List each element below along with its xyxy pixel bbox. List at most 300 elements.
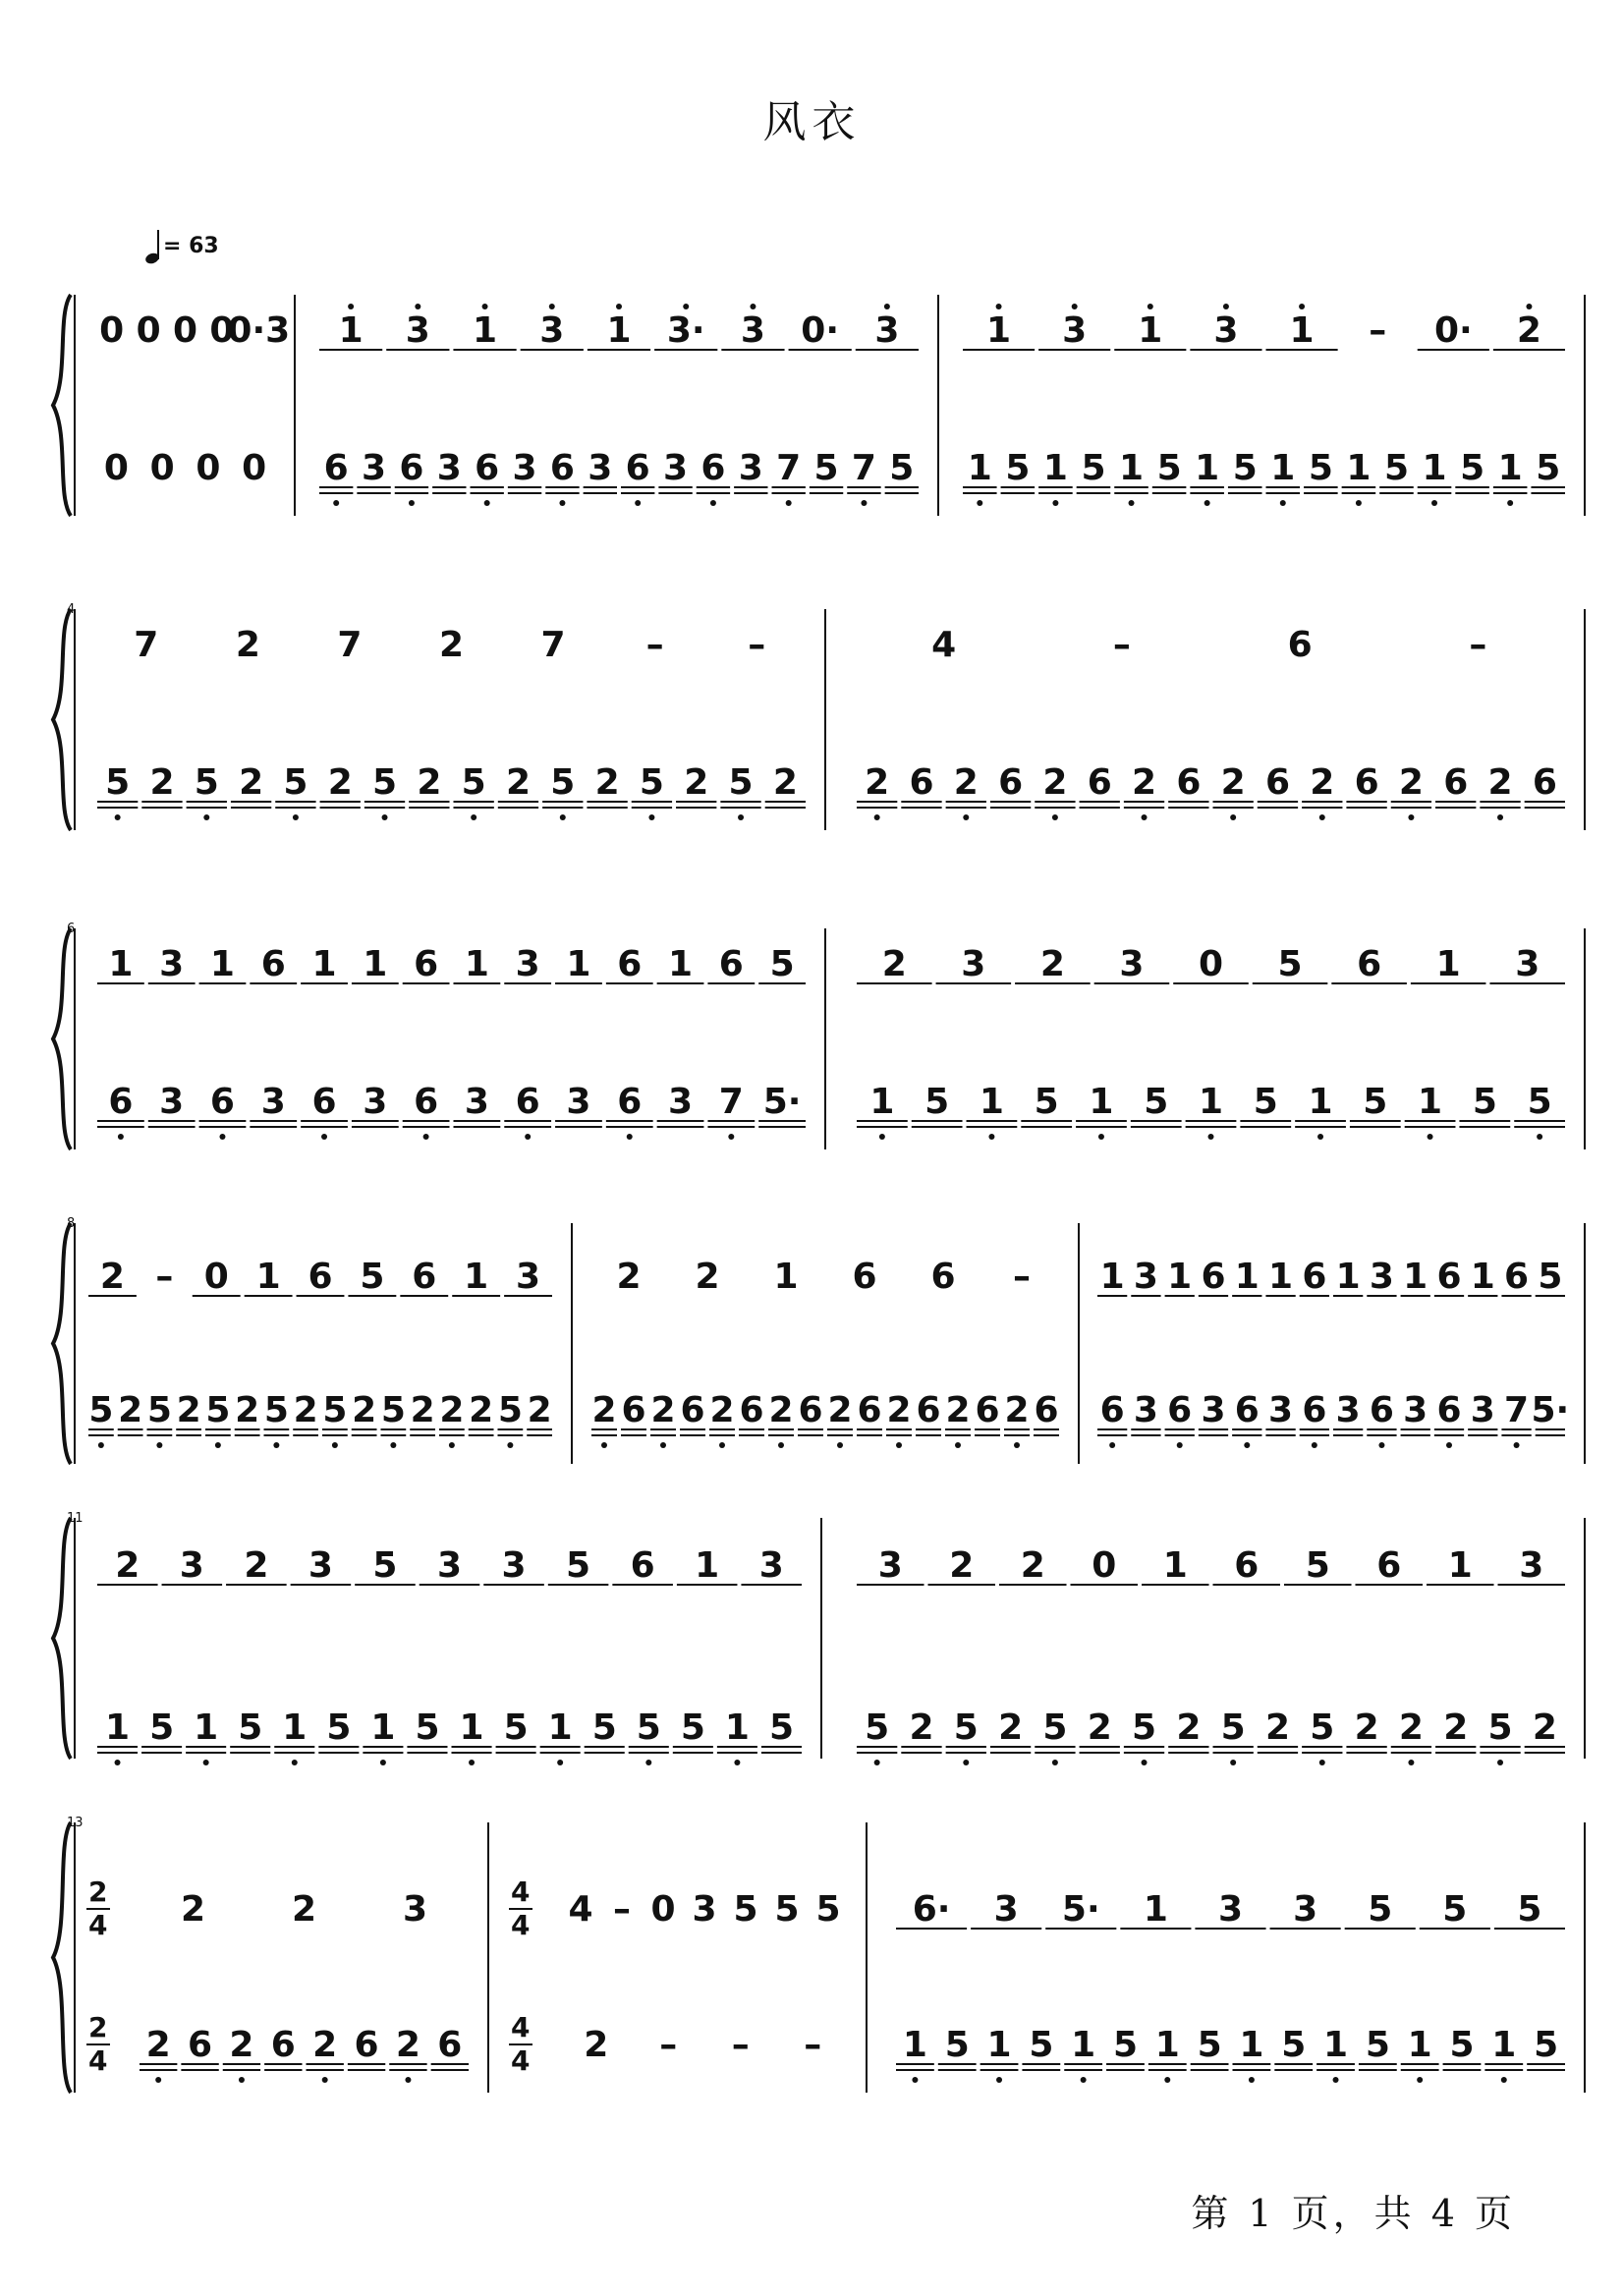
melody-note: – bbox=[1112, 625, 1131, 665]
measure bbox=[97, 944, 806, 1140]
bass-note: 5 bbox=[953, 1707, 979, 1748]
melody-note: 3 bbox=[436, 1545, 463, 1586]
bass-note: 5 bbox=[1281, 2025, 1307, 2065]
octave-dot bbox=[380, 1760, 386, 1765]
bass-note: 5 bbox=[1005, 448, 1031, 488]
melody-note: 5 bbox=[1277, 944, 1303, 984]
bass-note: 1 bbox=[1071, 2025, 1096, 2065]
octave-dot bbox=[292, 1760, 298, 1765]
octave-dot bbox=[98, 1442, 104, 1448]
octave-dot bbox=[115, 814, 121, 820]
melody-note: 6 bbox=[1357, 944, 1382, 984]
octave-dot bbox=[1204, 500, 1210, 506]
octave-dot bbox=[750, 304, 756, 309]
bass-note: 2 bbox=[327, 762, 353, 803]
octave-dot bbox=[1408, 1760, 1414, 1765]
bass-note: – bbox=[804, 2025, 822, 2065]
octave-dot bbox=[616, 304, 622, 309]
bass-note: 5· bbox=[762, 1082, 802, 1122]
bass-note: 3 bbox=[663, 448, 689, 488]
bass-note: 6 bbox=[680, 1390, 705, 1430]
bass-note: 5 bbox=[639, 762, 664, 803]
bass-note: 6 bbox=[515, 1082, 540, 1122]
measure bbox=[896, 1889, 1565, 2083]
octave-dot bbox=[203, 1760, 209, 1765]
bass-note: 5 bbox=[1383, 448, 1409, 488]
octave-dot bbox=[409, 500, 415, 506]
bass-note: 1 bbox=[1418, 1082, 1443, 1122]
bass-note: 2 bbox=[998, 1707, 1024, 1748]
octave-dot bbox=[786, 500, 792, 506]
melody-note: 2 bbox=[244, 1545, 269, 1586]
bass-note: 3 bbox=[362, 448, 387, 488]
measure bbox=[591, 1257, 1059, 1448]
melody-note: 0· bbox=[801, 310, 840, 351]
system-brace bbox=[53, 1223, 71, 1464]
bass-note: 5 bbox=[636, 1707, 661, 1748]
bass-note: 0 bbox=[103, 448, 129, 488]
bass-note: 6 bbox=[617, 1082, 643, 1122]
melody-note: 1 bbox=[1289, 310, 1315, 351]
bass-note: 6 bbox=[188, 2025, 213, 2065]
bass-note: 5 bbox=[1081, 448, 1106, 488]
melody-note: – bbox=[748, 625, 766, 665]
time-signature-denominator: 4 bbox=[511, 1909, 531, 1941]
octave-dot bbox=[996, 304, 1002, 309]
melody-note: 6 bbox=[1287, 625, 1313, 665]
bass-note: 0 bbox=[242, 448, 267, 488]
melody-note: 1 bbox=[464, 1257, 489, 1297]
measure-number: 4 bbox=[67, 602, 76, 617]
melody-note: 6 bbox=[1302, 1257, 1327, 1297]
octave-dot bbox=[1417, 2077, 1423, 2083]
melody-note: 1 bbox=[338, 310, 364, 351]
bass-note: 3 bbox=[1268, 1390, 1294, 1430]
bass-note: 1 bbox=[1491, 2025, 1517, 2065]
bass-note: 5 bbox=[768, 1707, 794, 1748]
bass-note: 6 bbox=[998, 762, 1024, 803]
octave-dot bbox=[1177, 1442, 1183, 1448]
bass-note: 0 bbox=[149, 448, 175, 488]
bass-note: 5 bbox=[1232, 448, 1258, 488]
melody-note: 3 bbox=[1133, 1257, 1158, 1297]
bass-note: 1 bbox=[370, 1707, 396, 1748]
bass-note: 6 bbox=[414, 1082, 439, 1122]
octave-dot bbox=[1319, 1760, 1325, 1765]
melody-note: 2 bbox=[291, 1889, 317, 1930]
melody-note: 3 bbox=[308, 1545, 333, 1586]
bass-note: 5 bbox=[889, 448, 915, 488]
bass-note: 2 bbox=[293, 1390, 318, 1430]
melody-note: 5 bbox=[1538, 1257, 1563, 1297]
octave-dot bbox=[155, 2077, 161, 2083]
melody-note: 0·3 bbox=[227, 310, 291, 351]
octave-dot bbox=[955, 1442, 961, 1448]
octave-dot bbox=[293, 814, 299, 820]
melody-note: 5 bbox=[774, 1889, 800, 1930]
measure bbox=[88, 1257, 552, 1448]
bass-note: 5 bbox=[503, 1707, 529, 1748]
bass-note: 5 bbox=[146, 1390, 172, 1430]
melody-note: 1 bbox=[209, 944, 235, 984]
bass-note: 5 bbox=[372, 762, 398, 803]
bass-note: 2 bbox=[909, 1707, 934, 1748]
octave-dot bbox=[683, 304, 689, 309]
bass-note: 6 bbox=[700, 448, 726, 488]
octave-dot bbox=[1446, 1442, 1452, 1448]
bass-note: 6 bbox=[1099, 1390, 1125, 1430]
melody-note: 3 bbox=[961, 944, 986, 984]
melody-note: 6· bbox=[912, 1889, 951, 1930]
octave-dot bbox=[549, 304, 555, 309]
bass-note: 3 bbox=[436, 448, 462, 488]
melody-note: 2 bbox=[438, 625, 465, 665]
bass-note: 5 bbox=[865, 1707, 890, 1748]
melody-note: 5 bbox=[815, 1889, 841, 1930]
score-system bbox=[53, 1816, 1585, 2093]
bass-note: 6 bbox=[1302, 1390, 1327, 1430]
octave-dot bbox=[1501, 2077, 1507, 2083]
bass-note: 2 bbox=[149, 762, 175, 803]
bass-note: 5 bbox=[1156, 448, 1182, 488]
melody-note: 2 bbox=[1516, 310, 1541, 351]
bass-note: 2 bbox=[1087, 1707, 1112, 1748]
melody-note: – bbox=[613, 1889, 631, 1930]
bass-note: 6 bbox=[916, 1390, 941, 1430]
bass-note: 5 bbox=[415, 1707, 440, 1748]
measure-number: 8 bbox=[67, 1216, 76, 1231]
bass-note: 3 bbox=[159, 1082, 185, 1122]
bass-note: 2 bbox=[118, 1390, 143, 1430]
bass-note: 5 bbox=[1534, 2025, 1559, 2065]
bass-note: 5 bbox=[813, 448, 839, 488]
system-brace bbox=[53, 295, 71, 516]
melody-note: 6 bbox=[1201, 1257, 1226, 1297]
octave-dot bbox=[321, 1134, 327, 1140]
melody-note: 3 bbox=[1293, 1889, 1318, 1930]
bass-note: 5 bbox=[1144, 1082, 1169, 1122]
octave-dot bbox=[405, 2077, 411, 2083]
melody-note: – bbox=[1013, 1257, 1031, 1297]
melody-note: 1 bbox=[1403, 1257, 1428, 1297]
bass-note: 2 bbox=[1532, 1707, 1557, 1748]
melody-note: 5 bbox=[1442, 1889, 1468, 1930]
bass-note: 2 bbox=[865, 762, 890, 803]
bass-note: 3 bbox=[512, 448, 537, 488]
bass-note: 2 bbox=[953, 762, 979, 803]
octave-dot bbox=[525, 1134, 531, 1140]
melody-note: 6 bbox=[630, 1545, 655, 1586]
octave-dot bbox=[963, 1760, 969, 1765]
octave-dot bbox=[977, 500, 982, 506]
octave-dot bbox=[1208, 1134, 1214, 1140]
octave-dot bbox=[1142, 1760, 1148, 1765]
melody-note: 3 bbox=[539, 310, 565, 351]
bass-note: 3 bbox=[1403, 1390, 1428, 1430]
bass-note: 7 bbox=[718, 1082, 744, 1122]
bass-note: 3 bbox=[464, 1082, 489, 1122]
bass-note: 3 bbox=[588, 448, 613, 488]
bass-note: 5 bbox=[1310, 1707, 1335, 1748]
melody-note: 6 bbox=[718, 944, 744, 984]
octave-dot bbox=[1098, 1134, 1104, 1140]
bass-note: 1 bbox=[1323, 2025, 1349, 2065]
octave-dot bbox=[348, 304, 354, 309]
bass-note: 6 bbox=[1443, 762, 1469, 803]
melody-note: 7 bbox=[134, 625, 159, 665]
octave-dot bbox=[1526, 304, 1532, 309]
measure bbox=[97, 1545, 802, 1765]
melody-note: 1 bbox=[1138, 310, 1163, 351]
melody-note: 6 bbox=[930, 1257, 956, 1297]
bass-note: 6 bbox=[209, 1082, 235, 1122]
octave-dot bbox=[778, 1442, 784, 1448]
melody-note: 1 bbox=[986, 310, 1012, 351]
melody-note: 3 bbox=[501, 1545, 527, 1586]
octave-dot bbox=[333, 500, 339, 506]
melody-note: 1 bbox=[1162, 1545, 1188, 1586]
bass-note: 1 bbox=[1497, 448, 1523, 488]
time-signature-denominator: 4 bbox=[88, 2044, 108, 2077]
bass-note: 2 bbox=[235, 1390, 260, 1430]
octave-dot bbox=[660, 1442, 666, 1448]
melody-note: 2 bbox=[235, 625, 260, 665]
melody-note: 0 bbox=[1198, 944, 1224, 984]
melody-note: 6 bbox=[852, 1257, 877, 1297]
melody-note: 6 bbox=[617, 944, 643, 984]
octave-dot bbox=[896, 1442, 902, 1448]
melody-note: 2 bbox=[616, 1257, 642, 1297]
bass-note: 5 bbox=[680, 1707, 705, 1748]
bass-note: 2 bbox=[395, 2025, 420, 2065]
measure-number: 6 bbox=[67, 922, 76, 936]
melody-note: 2 bbox=[99, 1257, 125, 1297]
bass-note: 6 bbox=[857, 1390, 882, 1430]
melody-note: 0 bbox=[1092, 1545, 1117, 1586]
melody-note: 5· bbox=[1061, 1889, 1100, 1930]
octave-dot bbox=[734, 1760, 740, 1765]
octave-dot bbox=[874, 1760, 880, 1765]
melody-note: 7 bbox=[337, 625, 363, 665]
bass-note: 6 bbox=[1354, 762, 1379, 803]
octave-dot bbox=[635, 500, 641, 506]
melody-note: 3 bbox=[1369, 1257, 1394, 1297]
bass-note: 6 bbox=[621, 1390, 646, 1430]
melody-note: 2 bbox=[1020, 1545, 1045, 1586]
bass-note: 2 bbox=[1354, 1707, 1379, 1748]
melody-note: 2 bbox=[881, 944, 907, 984]
melody-note: 1 bbox=[311, 944, 337, 984]
bass-note: 1 bbox=[979, 1082, 1004, 1122]
measure bbox=[857, 944, 1565, 1140]
bass-note: 2 bbox=[352, 1390, 377, 1430]
melody-note: 5 bbox=[360, 1257, 385, 1297]
octave-dot bbox=[996, 2077, 1002, 2083]
bass-note: 7 bbox=[776, 448, 802, 488]
octave-dot bbox=[423, 1134, 429, 1140]
bass-note: 5 bbox=[1220, 1707, 1246, 1748]
bass-note: 2 bbox=[886, 1390, 912, 1430]
bass-note: 6 bbox=[323, 448, 349, 488]
melody-note: 2 bbox=[695, 1257, 720, 1297]
octave-dot bbox=[837, 1442, 843, 1448]
octave-dot bbox=[1142, 814, 1148, 820]
measure-number: 13 bbox=[67, 1816, 84, 1830]
melody-note: 3 bbox=[1213, 310, 1239, 351]
bass-note: 3 bbox=[1335, 1390, 1361, 1430]
octave-dot bbox=[963, 814, 969, 820]
bass-note: 7 bbox=[1504, 1390, 1530, 1430]
melody-note: 3 bbox=[516, 1257, 541, 1297]
octave-dot bbox=[1514, 1442, 1520, 1448]
bass-note: 5 bbox=[380, 1390, 406, 1430]
octave-dot bbox=[1356, 500, 1362, 506]
bass-note: 6 bbox=[108, 1082, 134, 1122]
bass-note: 5 bbox=[1363, 1082, 1388, 1122]
melody-note: 6 bbox=[1234, 1545, 1260, 1586]
octave-dot bbox=[215, 1442, 221, 1448]
bass-note: 5 bbox=[591, 1707, 617, 1748]
bass-note: 2 bbox=[417, 762, 442, 803]
bass-note: 1 bbox=[902, 2025, 927, 2065]
bass-note: 1 bbox=[1407, 2025, 1432, 2065]
octave-dot bbox=[601, 1442, 607, 1448]
bass-note: 1 bbox=[105, 1707, 131, 1748]
melody-note: 1 bbox=[773, 1257, 799, 1297]
octave-dot bbox=[879, 1134, 885, 1140]
tempo-value: = 63 bbox=[163, 233, 219, 258]
melody-note: 1 bbox=[1234, 1257, 1260, 1297]
melody-note: 6 bbox=[412, 1257, 437, 1297]
bass-note: 2 bbox=[469, 1390, 494, 1430]
bass-note: 5 bbox=[1029, 2025, 1054, 2065]
bass-note: 5 bbox=[1460, 448, 1485, 488]
melody-note: 1 bbox=[363, 944, 388, 984]
octave-dot bbox=[912, 2077, 918, 2083]
octave-dot bbox=[1378, 1442, 1384, 1448]
bass-note: 2 bbox=[1132, 762, 1157, 803]
melody-note: 2 bbox=[1039, 944, 1065, 984]
bass-note: 5 bbox=[1132, 1707, 1157, 1748]
bass-note: 5 bbox=[1536, 448, 1561, 488]
melody-note: 4 bbox=[568, 1889, 593, 1930]
melody-note: 0 bbox=[136, 310, 161, 351]
octave-dot bbox=[156, 1442, 162, 1448]
melody-note: 4 bbox=[931, 625, 957, 665]
measure-number: 11 bbox=[67, 1511, 84, 1526]
melody-note: 3 bbox=[692, 1889, 717, 1930]
octave-dot bbox=[1148, 304, 1153, 309]
bass-note: 5 bbox=[1487, 1707, 1513, 1748]
octave-dot bbox=[1249, 2077, 1255, 2083]
time-signature-numerator: 2 bbox=[88, 1875, 108, 1908]
bass-note: 2 bbox=[594, 762, 620, 803]
measure bbox=[86, 1875, 469, 2083]
bass-note: 5 bbox=[1042, 1707, 1068, 1748]
bass-note: 1 bbox=[282, 1707, 308, 1748]
bass-note: 5 bbox=[105, 762, 131, 803]
bass-note: 5 bbox=[88, 1390, 114, 1430]
bass-note: 7 bbox=[851, 448, 876, 488]
bass-note: 2 bbox=[145, 2025, 171, 2065]
bass-note: 3 bbox=[1470, 1390, 1495, 1430]
melody-note: 6 bbox=[308, 1257, 333, 1297]
octave-dot bbox=[1312, 1442, 1317, 1448]
bass-note: 1 bbox=[724, 1707, 750, 1748]
bass-note: 1 bbox=[1270, 448, 1296, 488]
octave-dot bbox=[738, 814, 744, 820]
melody-note: 6 bbox=[1504, 1257, 1530, 1297]
bass-note: 5 bbox=[1197, 2025, 1222, 2065]
melody-note: 3 bbox=[877, 1545, 903, 1586]
bass-note: 5 bbox=[194, 762, 219, 803]
bass-note: 6 bbox=[739, 1390, 764, 1430]
bass-note: 1 bbox=[1308, 1082, 1333, 1122]
melody-note: 1 bbox=[255, 1257, 281, 1297]
score-system bbox=[53, 1511, 1585, 1765]
octave-dot bbox=[1319, 814, 1325, 820]
bass-note: – bbox=[659, 2025, 678, 2065]
octave-dot bbox=[728, 1134, 734, 1140]
melody-note: 1 bbox=[566, 944, 591, 984]
bass-note: 6 bbox=[1264, 762, 1290, 803]
bass-note: 1 bbox=[869, 1082, 895, 1122]
score-system bbox=[53, 295, 1585, 516]
bass-note: 1 bbox=[1346, 448, 1372, 488]
bass-note: 6 bbox=[975, 1390, 1000, 1430]
bass-note: 2 bbox=[709, 1390, 735, 1430]
bass-note: 6 bbox=[1532, 762, 1557, 803]
bass-note: 2 bbox=[650, 1390, 676, 1430]
melody-note: 5 bbox=[1368, 1889, 1393, 1930]
bass-note: 2 bbox=[945, 1390, 971, 1430]
octave-dot bbox=[1299, 304, 1305, 309]
melody-note: 3 bbox=[993, 1889, 1019, 1930]
octave-dot bbox=[560, 814, 566, 820]
bass-note: 6 bbox=[437, 2025, 463, 2065]
octave-dot bbox=[1537, 1134, 1542, 1140]
melody-note: 5 bbox=[769, 944, 795, 984]
bass-note: 1 bbox=[1198, 1082, 1224, 1122]
bass-note: 5 bbox=[1034, 1082, 1059, 1122]
bass-note: 3 bbox=[668, 1082, 694, 1122]
bass-note: 2 bbox=[591, 1390, 617, 1430]
octave-dot bbox=[884, 304, 890, 309]
octave-dot bbox=[507, 1442, 513, 1448]
bass-note: 2 bbox=[772, 762, 798, 803]
octave-dot bbox=[1408, 814, 1414, 820]
octave-dot bbox=[239, 2077, 245, 2083]
octave-dot bbox=[1072, 304, 1078, 309]
octave-dot bbox=[719, 1442, 725, 1448]
time-signature-numerator: 2 bbox=[88, 2011, 108, 2043]
score-system bbox=[53, 1216, 1585, 1464]
octave-dot bbox=[1317, 1134, 1323, 1140]
bass-note: 1 bbox=[1154, 2025, 1180, 2065]
octave-dot bbox=[1230, 814, 1236, 820]
bass-note: 6 bbox=[311, 1082, 337, 1122]
melody-note: 3 bbox=[758, 1545, 784, 1586]
melody-note: 1 bbox=[1268, 1257, 1294, 1297]
melody-note: 2 bbox=[180, 1889, 206, 1930]
bass-note: 2 bbox=[768, 1390, 794, 1430]
melody-note: 5 bbox=[1517, 1889, 1542, 1930]
bass-note: 1 bbox=[194, 1707, 219, 1748]
system-brace bbox=[53, 1518, 71, 1759]
octave-dot bbox=[1052, 1760, 1058, 1765]
melody-note: 3 bbox=[515, 944, 540, 984]
octave-dot bbox=[471, 814, 476, 820]
